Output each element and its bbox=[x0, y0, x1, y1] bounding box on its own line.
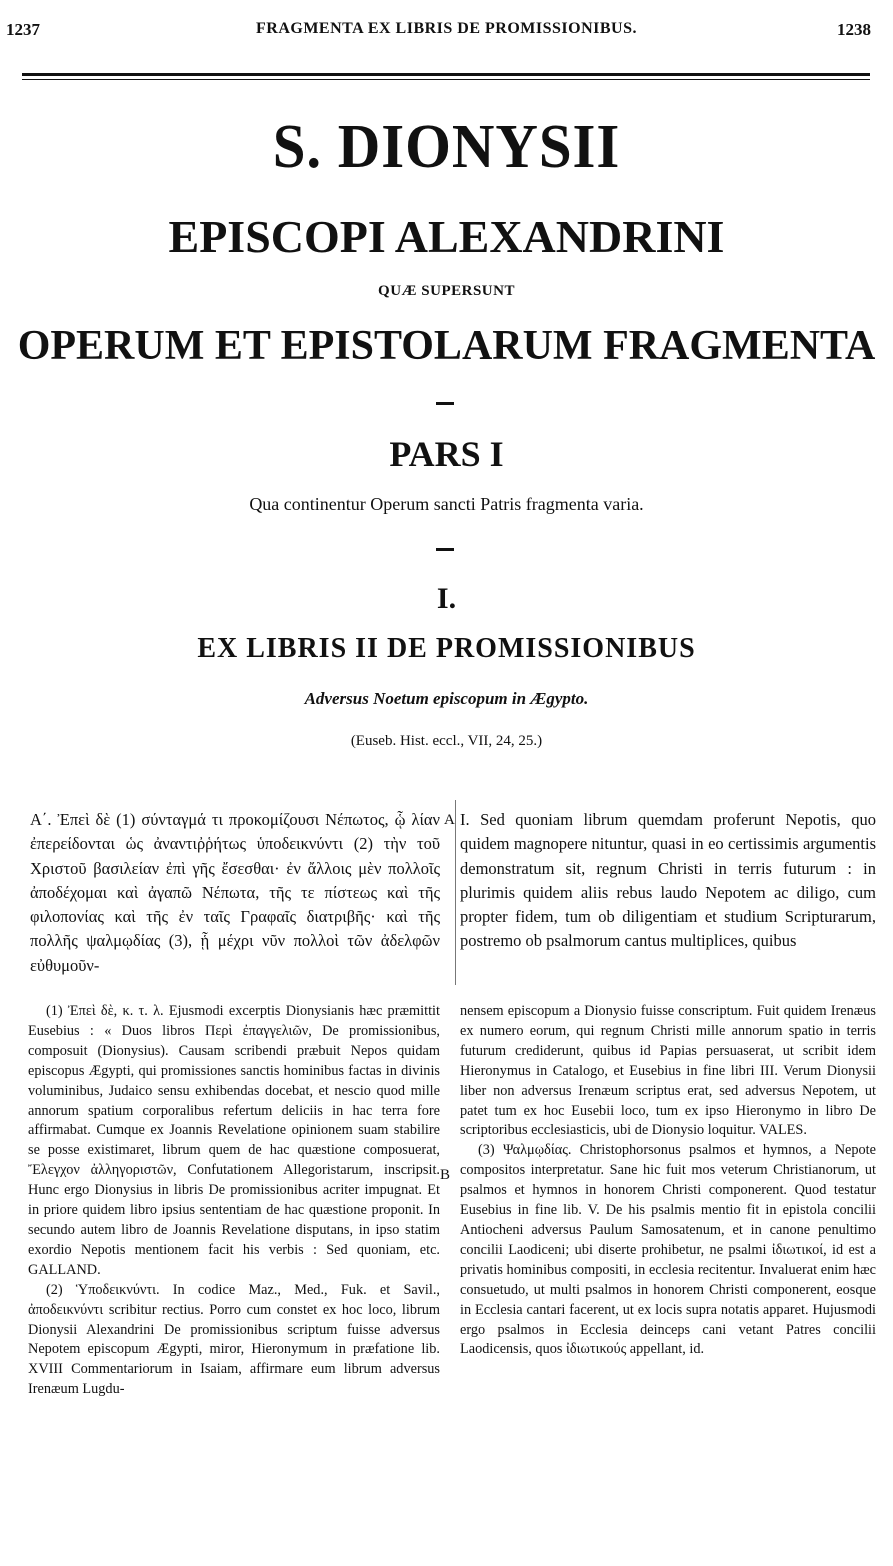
footnote-2: (2) Ὑποδεικνύντι. In codice Maz., Med., Fuk. et Savil., ἀποδεικνύντι scribitur rectius. Porro cum constet ex hoc loco, librum Dionysii Alexandrini De promissionibus scriptum fuisse adversus Nepotem episcopum Ægypti, miror, Hieronymum in præfatione lib. XVIII Commentariorum in Isaiam, affirmare eum librum adversus Irenæum Lugdu- bbox=[28, 1281, 440, 1398]
column-divider bbox=[455, 800, 456, 985]
page-number-right: 1238 bbox=[837, 20, 871, 39]
title-line-4: OPERUM ET EPISTOLARUM FRAGMENTA bbox=[17, 323, 876, 369]
greek-text: Α΄. Ἐπεὶ δὲ (1) σύνταγμά τι προκομίζουσι Νέπωτος, ᾧ λίαν ἐπερείδονται ὡς ἀναντιῤῥήτως ὑποδεικνύντι (2) τὴν τοῦ Χριστοῦ βασιλείαν ἐπὶ γῆς ἔσεσθαι· ἐν ἄλλοις μὲν πολλοῖς ἀποδέχομαι καὶ ἀγαπῶ Νέπωτα, τῆς τε πίστεως καὶ τῆς φιλοπονίας καὶ τῆς ἐν ταῖς Γραφαῖς διατριβῆς· καὶ τῆς πολλῆς ψαλμῳδίας (3), ᾗ μέχρι νῦν πολλοὶ τῶν ἀδελφῶν εὐθυμοῦν- bbox=[30, 810, 440, 975]
section-heading: EX LIBRIS II DE PROMISSIONIBUS bbox=[197, 633, 696, 664]
footnote-3: (3) Ψαλμῳδίας. Christophorsonus psalmos et hymnos, a Nepote compositos interpretatur. Sane hic fuit mos veterum Christianorum, ut psalmos et hymnos in honorem Christi componerent. Quod testatur Eusebius in fine lib. V. De his psalmis mentio fit in epistola concilii Antiocheni adversus Paulum Samosatenum, et in canone penultimo concilii Laodiceni; ubi diserte prohibetur, ne psalmi ἰδιωτικοί, id est a privatis hominibus compositi, in ecclesia recitentur. Invaluerat enim hæc consuetudo, ut multi psalmos in honorem Christi componerent, eosque in Ecclesia cantari facerent, ut ex locis supra notatis apparet. Hujusmodi ergo psalmos in Ecclesia deinceps cani vetant Patres concilii Laodicensis, quos ἰδιωτικούς appellant, id. bbox=[460, 1142, 876, 1358]
section-source: (Euseb. Hist. eccl., VII, 24, 25.) bbox=[350, 733, 543, 749]
running-title: FRAGMENTA EX LIBRIS DE PROMISSIONIBUS. bbox=[256, 20, 637, 37]
margin-marker-a: A bbox=[444, 812, 455, 828]
latin-text: I. Sed quoniam librum quemdam proferunt Nepotis, quo quidem magnopere nituntur, quasi in eo certissimis argumentis demonstratum sit, regnum Christi in terris futurum : in plurimis quidem aliis rebus laudo Nepotem ac diligo, cum propter fidem, tum ob diligentiam et studium Scripturarum, postremo ob psalmorum cantus multiplices, quibus bbox=[460, 810, 876, 951]
title-line-3: QUÆ SUPERSUNT bbox=[378, 283, 515, 299]
footnotes-left bbox=[28, 1002, 440, 1400]
title-line-2: EPISCOPI ALEXANDRINI bbox=[168, 211, 725, 262]
title-line-1: S. DIONYSII bbox=[272, 113, 621, 181]
section-subheading: Adversus Noetum episcopum in Ægypto. bbox=[304, 689, 589, 708]
divider-dash bbox=[436, 548, 454, 551]
section-number: I. bbox=[436, 582, 457, 615]
header-rule-thin bbox=[22, 79, 870, 80]
part-subtitle: Qua continentur Operum sancti Patris fragmenta varia. bbox=[249, 494, 644, 514]
running-header bbox=[0, 20, 893, 44]
margin-marker-b: B bbox=[440, 1167, 451, 1183]
footnotes-right bbox=[460, 1002, 876, 1360]
part-heading: PARS I bbox=[389, 434, 504, 474]
footnote-2-continued: nensem episcopum a Dionysio fuisse conscriptum. Fuit quidem Irenæus ex numero eorum, qui regnum Christi mille annorum spatio in terris futurum crediderunt, quibus id Papias persuaserat, ut scribit idem Hieronymus in Catalogo, et Eusebius in fine libri III. Verum Dionysii liber non adversus Irenæum scriptus erat, sed adversus Nepotem, ut patet tum ex hoc Eusebii loco, tum ex ipso Hieronymo in libro De scriptoribus ecclesiasticis, ubi de Dionysio loquitur. VALES. bbox=[460, 1003, 876, 1139]
page-number-left: 1237 bbox=[6, 20, 40, 39]
divider-dash bbox=[436, 402, 454, 405]
header-rule-thick bbox=[22, 73, 870, 76]
footnote-1: (1) Ἐπεὶ δὲ, κ. τ. λ. Ejusmodi excerptis Dionysianis hæc præmittit Eusebius : « Duos libros Περὶ ἐπαγγελιῶν, De promissionibus, composuit (Dionysius). Causam scribendi præbuit Nepos quidam episcopus Ægypti, qui promissiones sanctis hominibus factas in divinis voluminibus, Judaico sensu exhibendas docebat, et nescio quod mille annorum spatium corporalibus refertum deliciis in hac terra fore affirmabat. Cumque ex Joannis Revelatione opinionem suam stabilire se posse existimaret, librum quem de hac quæstione composuerat, Ἔλεγχον ἀλληγοριστῶν, Confutationem Allegoristarum, inscripsit. Hunc ergo Dionysius in libris De promissionibus acriter impugnat. Et in priore quidem libro ipsius sententiam de hac quæstione proponit. In secundo autem libro de Joannis Revelatione disputans, in ipso statim exordio Nepotis mentionem facit his verbis : Sed quoniam, etc. GALLAND. bbox=[28, 1003, 440, 1278]
